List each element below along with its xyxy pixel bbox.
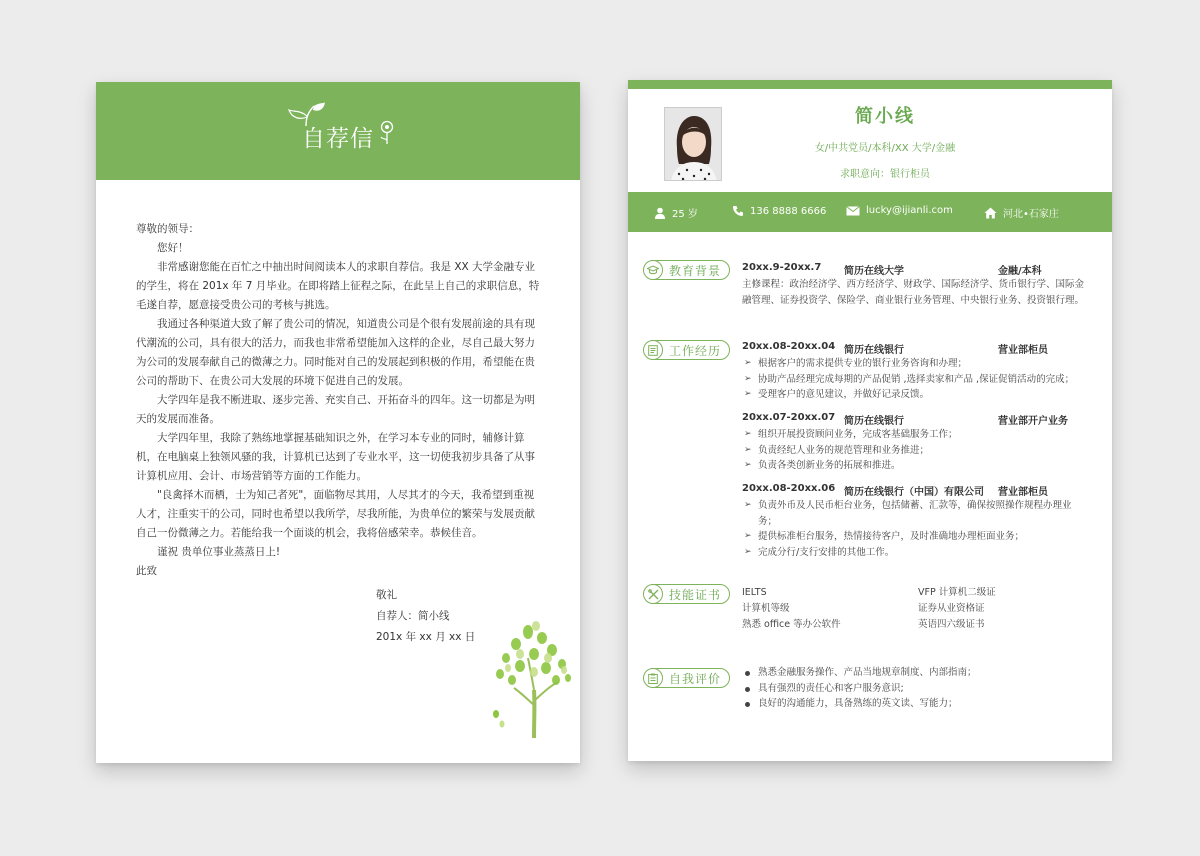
job-period: 20xx.08-20xx.06 — [742, 483, 836, 494]
section-work — [644, 340, 730, 360]
job-role: 营业部柜员 — [998, 345, 1048, 356]
resume-page — [628, 80, 1112, 761]
letter-header — [96, 82, 580, 180]
duty-text: 负责外币及人民币柜台业务，包括储蓄、汇款等，确保按照操作规程办理业务； — [758, 500, 1072, 527]
job-role: 营业部柜员 — [998, 487, 1048, 498]
person-icon — [654, 207, 666, 219]
location-value: 河北•石家庄 — [1003, 209, 1059, 220]
duty-text: 提供标准柜台服务，热情接待客户，及时准确地办理柜面业务； — [758, 531, 1025, 542]
signer: 自荐人：简小线 — [376, 610, 450, 622]
job-role: 营业部开户业务 — [998, 416, 1068, 427]
list-item — [742, 427, 1086, 443]
list-item — [742, 529, 1086, 545]
evaluation-text: 具有强烈的责任心和客户服务意识; — [758, 682, 904, 694]
certificate-item: 证券从业资格证 — [918, 603, 985, 614]
list-item — [742, 498, 1086, 529]
phone-icon — [732, 205, 744, 217]
duty-text: 根据客户的需求提供专业的银行业务咨询和办理； — [758, 358, 968, 369]
list-item — [742, 356, 1086, 372]
job-header — [742, 412, 1068, 427]
info-phone — [732, 205, 826, 217]
duty-text: 负责经纪人业务的规范管理和业务推进； — [758, 444, 930, 456]
letter-paragraph: 我通过各种渠道大致了解了贵公司的情况，知道贵公司是个很有发展前途的具有现代潮流的公司，具有很大的活力，而我也非常希望能加入这样的企业，尽自己最大努力为公司的发展奉献自己的微薄之力。同时能对自己的发展起到积极的作用，希望能在贵公司的帮助下、在贵公司大发展的环境下促进自己的发展。 — [136, 318, 535, 387]
top-accent-bar — [628, 80, 1112, 89]
job-intent: 求职意向：银行柜员 — [840, 169, 930, 180]
education-courses: 主修课程：政治经济学、西方经济学、财政学、国际经济学、货币银行学、国际金融管理、证券投资学、保险学、商业银行业务管理、中央银行业务、投资银行理。 — [742, 279, 1085, 306]
clipboard-icon — [643, 668, 663, 688]
self-evaluation-list — [742, 665, 1086, 712]
certificate-item: 计算机等级 — [742, 603, 790, 614]
candidate-name: 简小线 — [855, 106, 915, 127]
table-row — [742, 585, 1086, 601]
job-company: 简历在线银行（中国）有限公司 — [844, 487, 984, 498]
email-value: lucky@ijianli.com — [866, 205, 953, 216]
cover-letter-page — [96, 82, 580, 763]
job-duties — [742, 498, 1086, 560]
job-period: 20xx.07-20xx.07 — [742, 412, 836, 423]
certificate-item: 英语四六级证书 — [918, 619, 985, 630]
letter-paragraph: 非常感谢您能在百忙之中抽出时间阅读本人的求职自荐信。我是 XX 大学金融专业的学生，将在 201x 年 7 月毕业。在即将踏上征程之际，在此呈上自己的求职信息，特毛遂自荐，愿意接受贵公司的考核与挑选。 — [136, 261, 540, 311]
regards: 敬礼 — [376, 589, 397, 601]
arrow-icon: ➢ — [744, 389, 752, 399]
list-item — [742, 443, 1086, 459]
certificates-grid — [742, 585, 1086, 633]
duty-text: 负责各类创新业务的拓展和推进。 — [758, 460, 901, 471]
table-row — [742, 601, 1086, 617]
info-age — [654, 205, 698, 220]
bullet-dot-icon — [745, 702, 750, 707]
arrow-icon: ➢ — [744, 460, 752, 470]
letter-paragraph: 谨祝 贵单位事业蒸蒸日上! — [157, 546, 281, 558]
candidate-subtitle: 女/中共党员/本科/XX 大学/金融 — [814, 143, 956, 154]
list-item — [742, 696, 1086, 712]
signature-block — [376, 585, 475, 648]
letter-paragraph: "良禽择木而栖，士为知己者死"，面临物尽其用，人尽其才的今天，我希望到重视人才，注重实干的公司，同时也希望以我所学，尽我所能，为贵单位的繁荣与发展贡献自己一份微薄之力。若能给我一个面谈的机会，我将倍感荣幸。恭候佳音。 — [136, 489, 535, 539]
salutation: 尊敬的领导： — [136, 223, 199, 235]
section-title: 教育背景 — [669, 263, 722, 278]
list-item — [742, 387, 1086, 403]
letter-date: 201x 年 xx 月 xx 日 — [376, 631, 476, 643]
arrow-icon: ➢ — [744, 373, 752, 384]
closing: 此致 — [136, 565, 157, 577]
section-title: 工作经历 — [669, 343, 722, 358]
certificate-item: 熟悉 office 等办公软件 — [742, 619, 841, 630]
duty-text: 组织开展投资顾问业务，完成客基础服务工作； — [758, 429, 958, 440]
list-item — [742, 372, 1086, 388]
letter-title: 自荐信 — [302, 126, 374, 152]
education-header — [742, 262, 1042, 277]
job-company: 简历在线银行 — [844, 345, 904, 356]
job-duties — [742, 356, 1086, 403]
info-location — [984, 205, 1059, 220]
section-self-evaluation — [644, 668, 730, 688]
duty-text: 协助产品经理完成每期的产品促销 ,选择卖家和产品 ,保证促销活动的完成； — [758, 373, 1075, 385]
job-period: 20xx.08-20xx.04 — [742, 341, 836, 352]
greeting: 您好！ — [157, 242, 189, 254]
letter-body — [136, 220, 542, 581]
job-company: 简历在线银行 — [844, 416, 904, 427]
bullet-dot-icon — [745, 671, 750, 676]
duty-text: 完成分行/支行安排的其他工作。 — [758, 546, 895, 558]
arrow-icon: ➢ — [744, 531, 752, 541]
list-item — [742, 681, 1086, 697]
age-value: 25 岁 — [672, 209, 698, 220]
education-degree: 金融/本科 — [998, 266, 1042, 277]
letter-paragraph: 大学四年里，我除了熟练地掌握基础知识之外，在学习本专业的同时，辅修计算机，在电脑桌上独领风骚的我，计算机已达到了专业水平，这一切使我初步具备了从事计算机应用、会计、市场营销等方面的工作能力。 — [136, 432, 535, 482]
bullet-dot-icon — [745, 687, 750, 692]
section-skills — [644, 584, 730, 604]
document-icon — [643, 340, 663, 360]
table-row — [742, 617, 1086, 633]
mail-icon — [846, 206, 860, 216]
job-header — [742, 341, 1048, 356]
flower-icon — [379, 120, 395, 146]
list-item — [742, 665, 1086, 681]
education-school: 简历在线大学 — [844, 266, 904, 277]
section-education — [644, 260, 730, 280]
arrow-icon: ➢ — [744, 546, 752, 557]
graduation-cap-icon — [643, 260, 663, 280]
evaluation-text: 良好的沟通能力，具备熟练的英文读、写能力； — [758, 698, 958, 709]
section-title: 技能证书 — [669, 587, 722, 602]
arrow-icon: ➢ — [744, 500, 752, 510]
phone-value: 136 8888 6666 — [750, 205, 827, 217]
evaluation-text: 熟悉金融服务操作、产品当地规章制度、内部指南； — [758, 667, 977, 678]
contact-info-bar — [628, 192, 1112, 232]
duty-text: 受理客户的意见建议，并做好记录反馈。 — [758, 389, 930, 400]
list-item — [742, 545, 1086, 561]
section-title: 自我评价 — [669, 671, 722, 686]
tree-decoration — [490, 620, 580, 740]
certificate-item: IELTS — [742, 587, 767, 598]
arrow-icon: ➢ — [744, 444, 752, 455]
job-header — [742, 483, 1048, 498]
arrow-icon: ➢ — [744, 429, 752, 439]
certificate-item: VFP 计算机二级证 — [918, 587, 996, 598]
list-item — [742, 458, 1086, 474]
education-period: 20xx.9-20xx.7 — [742, 262, 822, 273]
letter-paragraph: 大学四年是我不断进取、逐步完善、充实自己、开拓奋斗的四年。这一切都是为明天的发展而准备。 — [136, 394, 535, 425]
home-icon — [984, 207, 997, 219]
arrow-icon: ➢ — [744, 358, 752, 368]
tools-icon — [643, 584, 663, 604]
job-duties — [742, 427, 1086, 474]
info-email — [846, 205, 953, 216]
